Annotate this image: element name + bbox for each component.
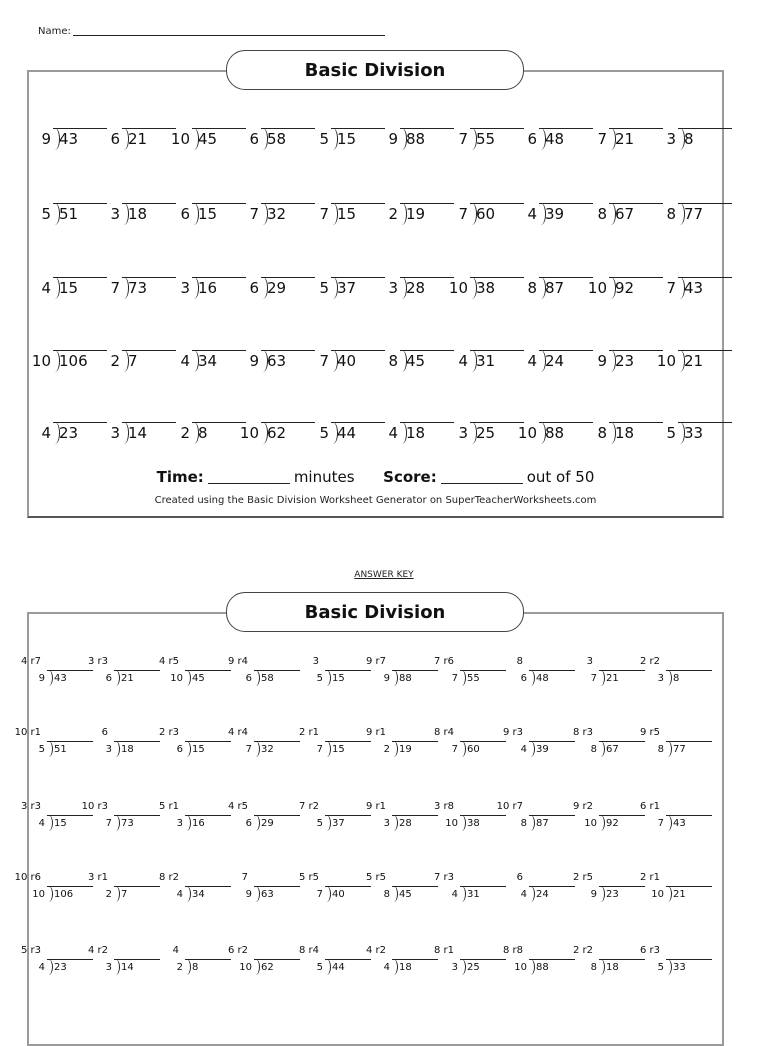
quotient-answer: 2 r2: [572, 945, 593, 956]
quotient-answer: 4 r7: [20, 656, 41, 667]
divisor: 10: [170, 673, 183, 684]
divisor: 3: [666, 130, 676, 148]
divisor: 6: [105, 673, 112, 684]
divisor: 7: [249, 205, 259, 223]
divisor: 4: [176, 889, 183, 900]
dividend: 18: [121, 744, 134, 755]
dividend: 14: [121, 962, 134, 973]
quotient-answer: 9 r5: [639, 727, 660, 738]
dividend: 15: [192, 744, 205, 755]
dividend: 21: [121, 673, 134, 684]
score-blank: [441, 483, 523, 484]
dividend: 92: [615, 279, 635, 297]
divisor: 7: [319, 352, 329, 370]
quotient-answer: 9 r2: [572, 801, 593, 812]
quotient-answer: 3 r3: [20, 801, 41, 812]
dividend: 34: [198, 352, 218, 370]
quotient-answer: 7: [241, 872, 248, 883]
dividend: 14: [128, 424, 148, 442]
divisor: 4: [38, 962, 45, 973]
divisor: 2: [110, 352, 120, 370]
dividend: 88: [399, 673, 412, 684]
dividend: 39: [536, 744, 549, 755]
dividend: 7: [128, 352, 138, 370]
quotient-answer: 7 r2: [298, 801, 319, 812]
divisor: 2: [180, 424, 190, 442]
dividend: 77: [684, 205, 704, 223]
dividend: 55: [467, 673, 480, 684]
dividend: 15: [337, 205, 357, 223]
dividend: 88: [545, 424, 565, 442]
quotient-answer: 3: [312, 656, 319, 667]
dividend: 40: [337, 352, 357, 370]
credit-line: Created using the Basic Division Worksheet Generator on SuperTeacherWorksheets.com: [154, 495, 597, 506]
quotient-answer: 2 r5: [572, 872, 593, 883]
time-label: Time:: [156, 468, 204, 486]
divisor: 4: [388, 424, 398, 442]
quotient-answer: 6 r2: [227, 945, 248, 956]
time-unit: minutes: [293, 468, 355, 486]
quotient-answer: 10 r3: [81, 801, 108, 812]
dividend: 106: [54, 889, 74, 900]
dividend: 87: [545, 279, 565, 297]
divisor: 10: [514, 962, 527, 973]
divisor: 5: [316, 818, 323, 829]
quotient-answer: 9 r3: [502, 727, 523, 738]
dividend: 23: [615, 352, 635, 370]
dividend: 38: [467, 818, 480, 829]
quotient-answer: 4 r5: [158, 656, 179, 667]
divisor: 3: [105, 962, 112, 973]
divisor: 9: [245, 889, 252, 900]
dividend: 25: [467, 962, 480, 973]
dividend: 8: [684, 130, 694, 148]
divisor: 10: [584, 818, 597, 829]
dividend: 29: [261, 818, 274, 829]
dividend: 55: [476, 130, 496, 148]
divisor: 9: [388, 130, 398, 148]
divisor: 7: [245, 744, 252, 755]
name-blank-line: [73, 35, 385, 36]
divisor: 4: [527, 352, 537, 370]
divisor: 8: [657, 744, 664, 755]
divisor: 7: [105, 818, 112, 829]
dividend: 15: [332, 744, 345, 755]
dividend: 45: [399, 889, 412, 900]
divisor: 9: [597, 352, 607, 370]
quotient-answer: 10 r6: [14, 872, 41, 883]
divisor: 9: [590, 889, 597, 900]
quotient-answer: 2 r2: [639, 656, 660, 667]
divisor: 4: [41, 279, 51, 297]
dividend: 32: [267, 205, 287, 223]
quotient-answer: 10 r1: [14, 727, 41, 738]
divisor: 8: [590, 962, 597, 973]
dividend: 24: [545, 352, 565, 370]
dividend: 63: [261, 889, 274, 900]
dividend: 19: [399, 744, 412, 755]
divisor: 4: [383, 962, 390, 973]
score-label: Score:: [383, 468, 437, 486]
divisor: 3: [176, 818, 183, 829]
dividend: 18: [615, 424, 635, 442]
dividend: 39: [545, 205, 565, 223]
divisor: 6: [245, 673, 252, 684]
divisor: 7: [316, 889, 323, 900]
worksheet-panel: [27, 59, 724, 518]
dividend: 48: [536, 673, 549, 684]
divisor: 8: [527, 279, 537, 297]
divisor: 9: [41, 130, 51, 148]
divisor: 8: [597, 424, 607, 442]
dividend: 33: [684, 424, 704, 442]
quotient-answer: 6 r1: [639, 801, 660, 812]
dividend: 18: [406, 424, 426, 442]
divisor: 5: [41, 205, 51, 223]
dividend: 88: [406, 130, 426, 148]
divisor: 3: [388, 279, 398, 297]
dividend: 92: [606, 818, 619, 829]
dividend: 28: [399, 818, 412, 829]
divisor: 5: [316, 962, 323, 973]
quotient-answer: 4 r5: [227, 801, 248, 812]
dividend: 23: [606, 889, 619, 900]
divisor: 10: [587, 279, 607, 297]
divisor: 5: [319, 130, 329, 148]
dividend: 63: [267, 352, 287, 370]
dividend: 58: [267, 130, 287, 148]
divisor: 9: [383, 673, 390, 684]
divisor: 2: [388, 205, 398, 223]
dividend: 15: [337, 130, 357, 148]
dividend: 40: [332, 889, 345, 900]
quotient-answer: 3 r8: [433, 801, 454, 812]
quotient-answer: 4 r4: [227, 727, 248, 738]
divisor: 10: [517, 424, 537, 442]
dividend: 31: [476, 352, 496, 370]
divisor: 3: [383, 818, 390, 829]
divisor: 8: [383, 889, 390, 900]
divisor: 8: [590, 744, 597, 755]
divisor: 3: [458, 424, 468, 442]
divisor: 7: [451, 744, 458, 755]
dividend: 23: [59, 424, 79, 442]
divisor: 2: [176, 962, 183, 973]
divisor: 7: [657, 818, 664, 829]
divisor: 7: [597, 130, 607, 148]
divisor: 3: [180, 279, 190, 297]
divisor: 4: [527, 205, 537, 223]
dividend: 62: [261, 962, 274, 973]
quotient-answer: 2 r3: [158, 727, 179, 738]
quotient-answer: 5 r5: [298, 872, 319, 883]
dividend: 88: [536, 962, 549, 973]
divisor: 6: [249, 130, 259, 148]
divisor: 10: [170, 130, 190, 148]
quotient-answer: 9 r1: [365, 727, 386, 738]
divisor: 10: [239, 424, 259, 442]
dividend: 77: [673, 744, 686, 755]
dividend: 15: [54, 818, 67, 829]
divisor: 6: [110, 130, 120, 148]
quotient-answer: 7 r3: [433, 872, 454, 883]
divisor: 6: [180, 205, 190, 223]
dividend: 38: [476, 279, 496, 297]
quotient-answer: 4 r2: [365, 945, 386, 956]
quotient-answer: 8 r4: [433, 727, 454, 738]
dividend: 67: [606, 744, 619, 755]
quotient-answer: 5 r5: [365, 872, 386, 883]
divisor: 4: [41, 424, 51, 442]
dividend: 7: [121, 889, 128, 900]
dividend: 62: [267, 424, 287, 442]
quotient-answer: 3 r1: [87, 872, 108, 883]
dividend: 37: [332, 818, 345, 829]
divisor: 3: [110, 424, 120, 442]
divisor: 5: [666, 424, 676, 442]
quotient-answer: 10 r7: [496, 801, 523, 812]
dividend: 31: [467, 889, 480, 900]
divisor: 4: [520, 744, 527, 755]
quotient-answer: 9 r7: [365, 656, 386, 667]
divisor: 5: [38, 744, 45, 755]
quotient-answer: 7 r6: [433, 656, 454, 667]
divisor: 6: [249, 279, 259, 297]
dividend: 18: [606, 962, 619, 973]
quotient-answer: 5 r3: [20, 945, 41, 956]
divisor: 7: [458, 205, 468, 223]
dividend: 44: [337, 424, 357, 442]
divisor: 3: [110, 205, 120, 223]
divisor: 4: [180, 352, 190, 370]
divisor: 10: [32, 889, 45, 900]
dividend: 51: [59, 205, 79, 223]
quotient-answer: 9 r1: [365, 801, 386, 812]
quotient-answer: 5 r1: [158, 801, 179, 812]
dividend: 58: [261, 673, 274, 684]
dividend: 23: [54, 962, 67, 973]
dividend: 28: [406, 279, 426, 297]
dividend: 87: [536, 818, 549, 829]
dividend: 18: [128, 205, 148, 223]
divisor: 8: [666, 205, 676, 223]
dividend: 73: [121, 818, 134, 829]
divisor: 7: [666, 279, 676, 297]
dividend: 8: [198, 424, 208, 442]
quotient-answer: 2 r1: [639, 872, 660, 883]
divisor: 5: [319, 279, 329, 297]
divisor: 3: [657, 673, 664, 684]
divisor: 2: [105, 889, 112, 900]
divisor: 8: [388, 352, 398, 370]
dividend: 24: [536, 889, 549, 900]
dividend: 34: [192, 889, 205, 900]
worksheet-title: Basic Division: [226, 50, 524, 90]
dividend: 15: [198, 205, 218, 223]
dividend: 37: [337, 279, 357, 297]
divisor: 6: [176, 744, 183, 755]
name-label: Name:: [38, 26, 71, 37]
divisor: 8: [597, 205, 607, 223]
divisor: 4: [38, 818, 45, 829]
quotient-answer: 6 r3: [639, 945, 660, 956]
divisor: 3: [451, 962, 458, 973]
quotient-answer: 9 r4: [227, 656, 248, 667]
divisor: 10: [448, 279, 468, 297]
dividend: 29: [267, 279, 287, 297]
dividend: 16: [198, 279, 218, 297]
dividend: 21: [128, 130, 148, 148]
divisor: 10: [656, 352, 676, 370]
dividend: 43: [673, 818, 686, 829]
dividend: 32: [261, 744, 274, 755]
score-suffix: out of 50: [526, 468, 595, 486]
dividend: 43: [54, 673, 67, 684]
dividend: 45: [198, 130, 218, 148]
time-blank: [208, 483, 290, 484]
quotient-answer: 8 r4: [298, 945, 319, 956]
divisor: 7: [590, 673, 597, 684]
dividend: 60: [476, 205, 496, 223]
divisor: 10: [239, 962, 252, 973]
dividend: 45: [406, 352, 426, 370]
quotient-answer: 8 r2: [158, 872, 179, 883]
answer-key-title: Basic Division: [226, 592, 524, 632]
quotient-answer: 8 r1: [433, 945, 454, 956]
dividend: 21: [673, 889, 686, 900]
divisor: 7: [319, 205, 329, 223]
divisor: 10: [651, 889, 664, 900]
quotient-answer: 8 r3: [572, 727, 593, 738]
dividend: 44: [332, 962, 345, 973]
divisor: 8: [520, 818, 527, 829]
divisor: 5: [319, 424, 329, 442]
divisor: 7: [316, 744, 323, 755]
dividend: 8: [673, 673, 680, 684]
divisor: 6: [245, 818, 252, 829]
quotient-answer: 6: [101, 727, 108, 738]
worksheet-footer: [29, 468, 722, 486]
dividend: 25: [476, 424, 496, 442]
dividend: 18: [399, 962, 412, 973]
dividend: 51: [54, 744, 67, 755]
divisor: 9: [249, 352, 259, 370]
divisor: 5: [657, 962, 664, 973]
dividend: 43: [684, 279, 704, 297]
quotient-answer: 4 r2: [87, 945, 108, 956]
divisor: 4: [520, 889, 527, 900]
divisor: 6: [520, 673, 527, 684]
dividend: 106: [59, 352, 88, 370]
divisor: 6: [527, 130, 537, 148]
divisor: 9: [38, 673, 45, 684]
dividend: 60: [467, 744, 480, 755]
dividend: 67: [615, 205, 635, 223]
dividend: 21: [615, 130, 635, 148]
name-field: [38, 26, 385, 37]
dividend: 45: [192, 673, 205, 684]
divisor: 7: [458, 130, 468, 148]
quotient-answer: 3 r3: [87, 656, 108, 667]
quotient-answer: 4: [172, 945, 179, 956]
divisor: 5: [316, 673, 323, 684]
dividend: 73: [128, 279, 148, 297]
quotient-answer: 6: [516, 872, 523, 883]
quotient-answer: 8 r8: [502, 945, 523, 956]
divisor: 3: [105, 744, 112, 755]
quotient-answer: 2 r1: [298, 727, 319, 738]
divisor: 4: [458, 352, 468, 370]
dividend: 19: [406, 205, 426, 223]
dividend: 21: [606, 673, 619, 684]
dividend: 21: [684, 352, 704, 370]
dividend: 43: [59, 130, 79, 148]
divisor: 4: [451, 889, 458, 900]
answer-key-label: ANSWER KEY: [354, 570, 414, 580]
dividend: 48: [545, 130, 565, 148]
answer-key-panel: [14, 601, 724, 1046]
divisor: 10: [445, 818, 458, 829]
dividend: 8: [192, 962, 199, 973]
quotient-answer: 3: [586, 656, 593, 667]
dividend: 33: [673, 962, 686, 973]
dividend: 15: [59, 279, 79, 297]
divisor: 7: [451, 673, 458, 684]
dividend: 15: [332, 673, 345, 684]
dividend: 16: [192, 818, 205, 829]
divisor: 2: [383, 744, 390, 755]
divisor: 10: [31, 352, 51, 370]
quotient-answer: 8: [516, 656, 523, 667]
divisor: 7: [110, 279, 120, 297]
